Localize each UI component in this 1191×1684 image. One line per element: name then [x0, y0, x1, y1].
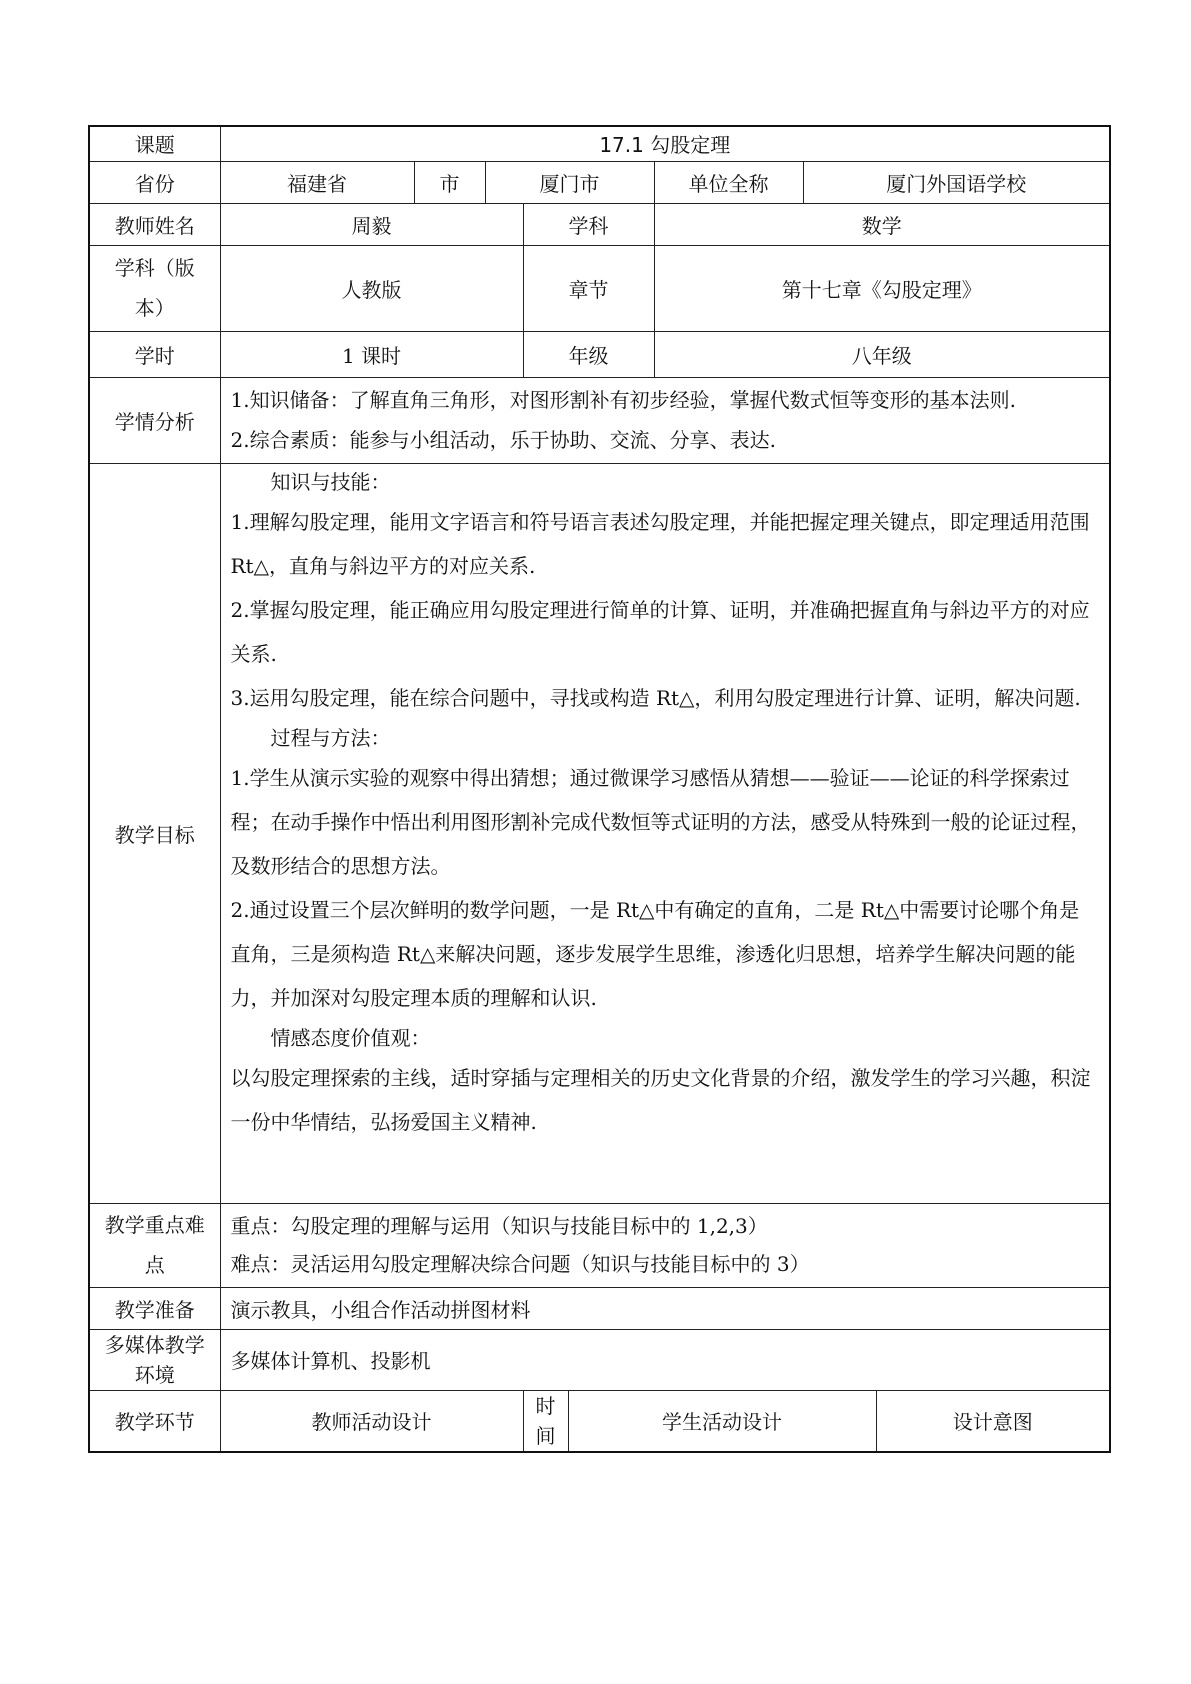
row-media	[89, 1329, 1110, 1390]
teacher-name-label: 教师姓名	[89, 203, 220, 245]
grade-label: 年级	[523, 331, 654, 377]
hours-label: 学时	[89, 331, 220, 377]
edition-label-line1: 学科（版	[114, 256, 195, 280]
row-goals	[89, 463, 1110, 1203]
title-label: 课题	[89, 126, 220, 161]
process-item-1: 1.学生从演示实验的观察中得出猜想；通过微课学习感悟从猜想——验证——论证的科学探索过程；在动手操作中悟出利用图形割补完成代数恒等式证明的方法，感受从特殊到一般的论证过程，及数形结合的思想方法。	[230, 765, 1091, 878]
knowledge-item-2: 2.掌握勾股定理，能正确应用勾股定理进行简单的计算、证明，并准确把握直角与斜边平方的对应关系.	[230, 597, 1090, 666]
row-teacher	[89, 203, 1110, 245]
edition-label-line2: 本）	[134, 296, 175, 320]
goals-content	[220, 463, 1110, 1203]
grade-value: 八年级	[654, 331, 1110, 377]
lesson-plan-table	[88, 125, 1111, 1453]
chapter-label: 章节	[523, 245, 654, 331]
row-title	[89, 126, 1110, 161]
row-edition	[89, 245, 1110, 331]
process-item-2: 2.通过设置三个层次鲜明的数学问题，一是 Rt△中有确定的直角，二是 Rt△中需要讨论哪个角是直角，三是须构造 Rt△来解决问题，逐步发展学生思维，渗透化归思想，培养学生解决问题的能力，并加深对勾股定理本质的理解和认识.	[230, 897, 1080, 1010]
media-value: 多媒体计算机、投影机	[220, 1329, 1110, 1390]
edition-label	[89, 245, 220, 331]
analysis-label: 学情分析	[89, 377, 220, 463]
chapter-value: 第十七章《勾股定理》	[654, 245, 1110, 331]
province-label: 省份	[89, 161, 220, 203]
student-activity-header: 学生活动设计	[568, 1390, 876, 1452]
key-line-1: 重点：勾股定理的理解与运用（知识与技能目标中的 1,2,3）	[230, 1214, 768, 1238]
knowledge-item-3: 3.运用勾股定理，能在综合问题中，寻找或构造 Rt△，利用勾股定理进行计算、证明，解决问题.	[230, 685, 1081, 710]
teacher-activity-header: 教师活动设计	[220, 1390, 523, 1452]
row-location	[89, 161, 1110, 203]
city-value: 厦门市	[485, 161, 654, 203]
analysis-content	[220, 377, 1110, 463]
steps-label: 教学环节	[89, 1390, 220, 1452]
hours-value: 1 课时	[220, 331, 523, 377]
city-label: 市	[414, 161, 485, 203]
prep-value: 演示教具，小组合作活动拼图材料	[220, 1287, 1110, 1329]
subject-label: 学科	[523, 203, 654, 245]
row-analysis	[89, 377, 1110, 463]
row-steps	[89, 1390, 1110, 1452]
province-value: 福建省	[220, 161, 414, 203]
key-line-2: 难点：灵活运用勾股定理解决综合问题（知识与技能目标中的 3）	[230, 1252, 810, 1276]
time-header-line1: 时	[535, 1393, 556, 1418]
key-label	[89, 1203, 220, 1287]
process-heading: 过程与方法：	[270, 725, 391, 750]
subject-value: 数学	[654, 203, 1110, 245]
key-label-line2: 点	[144, 1253, 165, 1277]
title-value: 17.1 勾股定理	[220, 126, 1110, 161]
goals-label: 教学目标	[89, 463, 220, 1203]
knowledge-item-1: 1.理解勾股定理，能用文字语言和符号语言表述勾股定理，并能把握定理关键点，即定理适用范围Rt△，直角与斜边平方的对应关系.	[230, 509, 1090, 578]
time-header-line2: 间	[535, 1423, 556, 1448]
time-header	[523, 1390, 568, 1452]
key-label-line1: 教学重点难	[104, 1213, 205, 1237]
media-label-line1: 多媒体教学	[104, 1332, 205, 1357]
row-prep	[89, 1287, 1110, 1329]
row-key	[89, 1203, 1110, 1287]
knowledge-heading: 知识与技能：	[270, 469, 391, 494]
unit-label: 单位全称	[654, 161, 803, 203]
key-content	[220, 1203, 1110, 1287]
analysis-line-1: 1.知识储备：了解直角三角形，对图形割补有初步经验，掌握代数式恒等变形的基本法则.	[230, 388, 1016, 412]
media-label	[89, 1329, 220, 1390]
emotion-heading: 情感态度价值观：	[270, 1025, 431, 1050]
analysis-line-2: 2.综合素质：能参与小组活动，乐于协助、交流、分享、表达.	[230, 428, 776, 452]
design-intent-header: 设计意图	[876, 1390, 1110, 1452]
prep-label: 教学准备	[89, 1287, 220, 1329]
edition-value: 人教版	[220, 245, 523, 331]
media-label-line2: 环境	[134, 1362, 175, 1387]
unit-value: 厦门外国语学校	[803, 161, 1110, 203]
row-hours	[89, 331, 1110, 377]
emotion-item-1: 以勾股定理探索的主线，适时穿插与定理相关的历史文化背景的介绍，激发学生的学习兴趣，积淀一份中华情结，弘扬爱国主义精神.	[230, 1065, 1091, 1134]
teacher-name-value: 周毅	[220, 203, 523, 245]
